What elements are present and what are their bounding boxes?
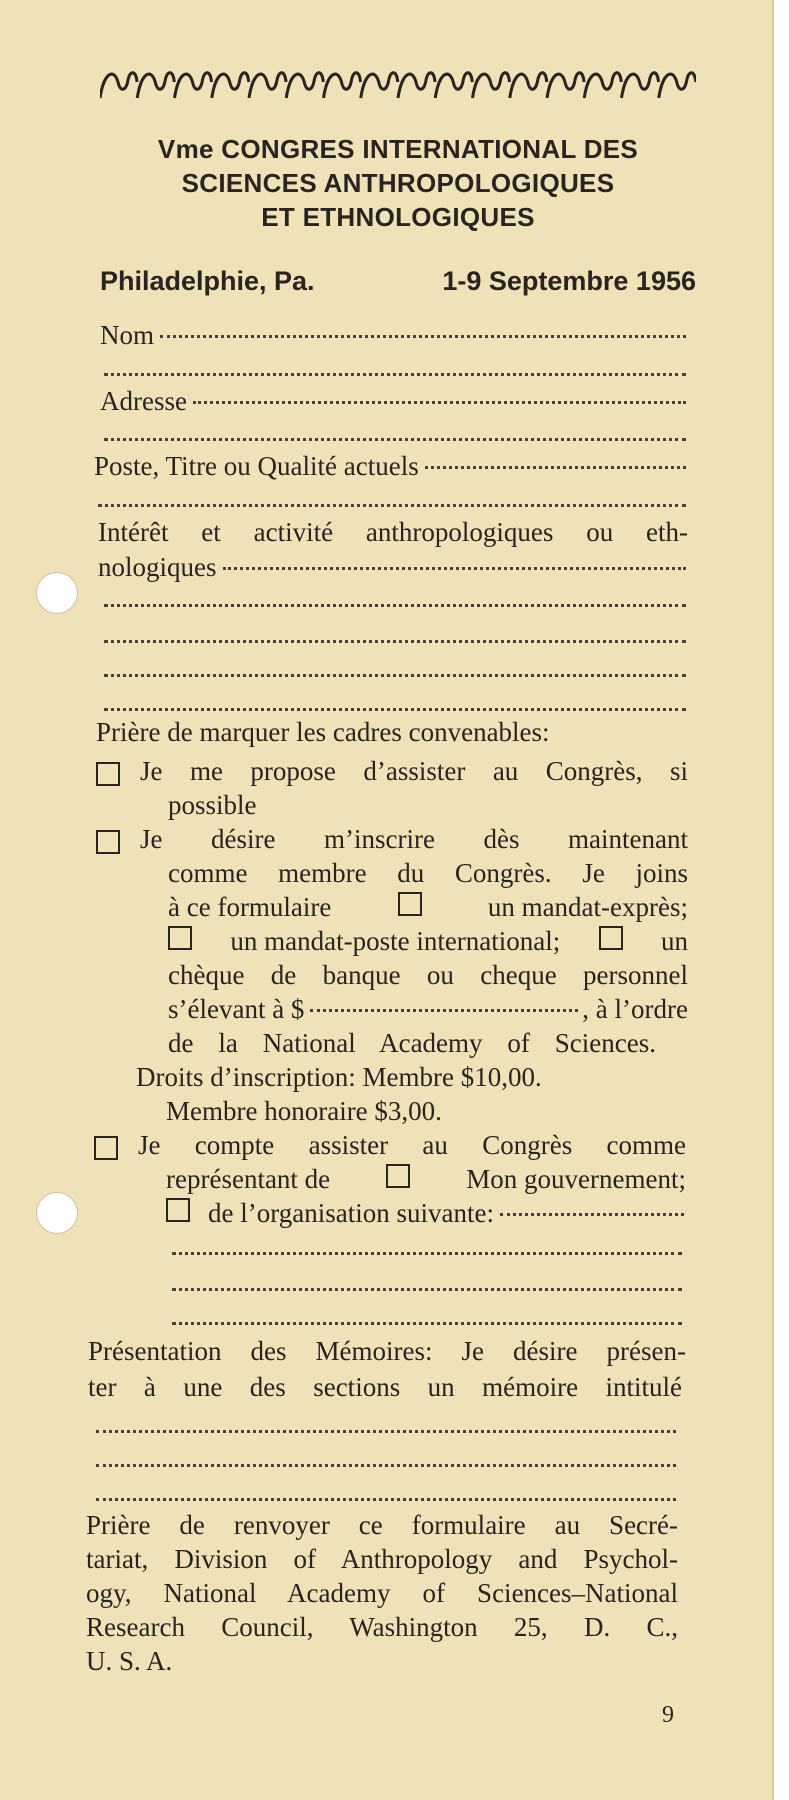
interet-extra-line-2 <box>104 640 686 643</box>
congress-title-line1: Vme CONGRES INTERNATIONAL DES <box>157 134 639 164</box>
memoire-title-line-3[interactable] <box>96 1498 676 1501</box>
fees-line1: Droits d’inscription: Membre $10,00. <box>136 1062 542 1092</box>
interet-label-line1: Intérêt et activité anthropologiques ou eth- <box>98 517 688 547</box>
adresse-label: Adresse <box>100 386 187 416</box>
opt1-checkbox[interactable] <box>96 762 120 786</box>
opt2-line2: comme membre du Congrès. Je joins <box>168 858 688 888</box>
interet-label-line2: nologiques <box>98 552 217 582</box>
opt2-line4a: un mandat-poste international; <box>230 926 561 956</box>
interet-extra-line-4 <box>104 708 686 711</box>
cheque-checkbox[interactable] <box>599 926 623 950</box>
mandat-expres-checkbox[interactable] <box>398 892 422 916</box>
organisation-extra-line-1 <box>172 1252 682 1255</box>
nom-extra-line <box>104 373 686 376</box>
opt2-line3a: à ce formulaire <box>168 892 332 922</box>
montant-dots <box>310 1009 578 1012</box>
memoires-line2: ter à une des sections un mémoire intitulé <box>88 1372 682 1402</box>
adresse-field[interactable] <box>100 384 686 418</box>
organisation-checkbox[interactable] <box>166 1198 190 1222</box>
opt2-line4 <box>168 924 688 958</box>
fees-line2: Membre honoraire $3,00. <box>166 1096 442 1126</box>
return-line1: Prière de renvoyer ce formulaire au Secré- <box>86 1510 678 1540</box>
poste-extra-line <box>98 504 686 507</box>
return-line5: U. S. A. <box>86 1646 173 1676</box>
adresse-extra-line <box>104 438 686 441</box>
opt3-line3: de l’organisation suivante: <box>208 1198 494 1228</box>
montant-field[interactable] <box>168 992 688 1026</box>
return-line2: tariat, Division of Anthropology and Psychol- <box>86 1544 678 1574</box>
nom-dots <box>160 335 686 338</box>
nom-field[interactable] <box>100 318 686 352</box>
opt3-line1: Je compte assister au Congrès comme <box>138 1130 686 1160</box>
nom-label: Nom <box>100 320 154 350</box>
memoire-title-line-1[interactable] <box>96 1430 676 1433</box>
poste-field[interactable] <box>94 449 686 483</box>
opt1-line1: Je me propose d’assister au Congrès, si <box>140 756 688 786</box>
memoire-title-line-2[interactable] <box>96 1464 676 1467</box>
opt1-line2: possible <box>168 790 257 820</box>
opt3-line2 <box>166 1162 686 1196</box>
punch-hole-bottom <box>36 1192 78 1234</box>
poste-label: Poste, Titre ou Qualité actuels <box>94 451 419 481</box>
punch-hole-top <box>36 572 78 614</box>
page-number: 9 <box>662 1702 674 1728</box>
opt3-line2b: Mon gouvernement; <box>466 1164 686 1194</box>
interet-dots <box>223 567 687 570</box>
return-line4: Research Council, Washington 25, D. C., <box>86 1612 678 1642</box>
congress-dates: 1-9 Septembre 1956 <box>442 266 696 296</box>
congress-title-line3: ET ETHNOLOGIQUES <box>261 202 535 232</box>
poste-dots <box>425 466 686 469</box>
opt2-line6a: s’élevant à $ <box>168 994 305 1024</box>
opt2-line4b: un <box>660 926 688 956</box>
opt3-checkbox[interactable] <box>94 1136 118 1160</box>
gouvernement-checkbox[interactable] <box>386 1164 410 1188</box>
interet-extra-line-1 <box>104 604 686 607</box>
opt2-line3b: un mandat-exprès; <box>487 892 688 922</box>
organisation-extra-line-3 <box>172 1322 682 1325</box>
opt3-line2a: représentant de <box>166 1164 331 1194</box>
opt2-checkbox[interactable] <box>96 830 120 854</box>
organisation-dots <box>500 1213 684 1216</box>
opt2-line3 <box>168 890 688 924</box>
congress-title-line2: SCIENCES ANTHROPOLOGIQUES <box>181 168 615 198</box>
mandat-poste-checkbox[interactable] <box>168 926 192 950</box>
opt2-line6b: , à l’ordre <box>582 994 688 1024</box>
interet-field[interactable] <box>98 550 686 584</box>
return-line3: ogy, National Academy of Sciences–National <box>86 1578 678 1608</box>
ornament-border <box>100 62 696 104</box>
organisation-field[interactable] <box>166 1196 684 1230</box>
options-prompt: Prière de marquer les cadres convenables: <box>96 717 550 747</box>
interet-extra-line-3 <box>104 674 686 677</box>
opt2-line7: de la National Academy of Sciences. <box>168 1028 656 1058</box>
organisation-extra-line-2 <box>172 1288 682 1291</box>
opt2-line1: Je désire m’inscrire dès maintenant <box>140 824 688 854</box>
adresse-dots <box>193 401 686 404</box>
opt2-line5: chèque de banque ou cheque personnel <box>168 960 688 990</box>
congress-place: Philadelphie, Pa. <box>100 266 315 296</box>
memoires-line1: Présentation des Mémoires: Je désire présen- <box>88 1336 686 1366</box>
